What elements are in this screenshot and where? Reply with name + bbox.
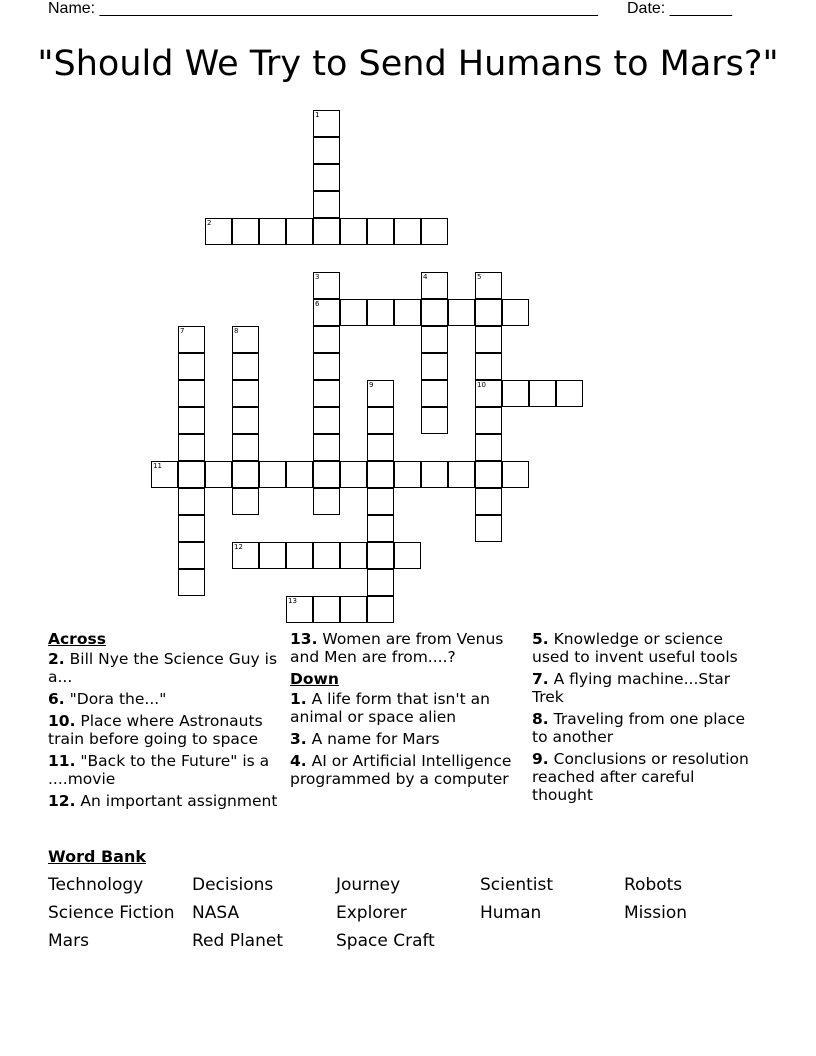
word-bank-word: Technology bbox=[48, 875, 144, 895]
clue-number-label: 12 bbox=[234, 543, 243, 551]
crossword-cell[interactable] bbox=[340, 299, 367, 326]
crossword-cell[interactable] bbox=[178, 353, 205, 380]
clue-number-label: 6 bbox=[315, 300, 320, 308]
word-bank-word: NASA bbox=[192, 903, 240, 923]
clue-down-9 bbox=[532, 750, 757, 804]
across-heading: Across bbox=[48, 630, 106, 648]
crossword-cell[interactable] bbox=[313, 596, 340, 623]
crossword-cell[interactable] bbox=[232, 434, 259, 461]
clue-number: 12. bbox=[48, 792, 76, 810]
crossword-cell[interactable] bbox=[340, 596, 367, 623]
word-bank-word: Mars bbox=[48, 931, 89, 951]
crossword-cell[interactable] bbox=[502, 461, 529, 488]
clues-column-1 bbox=[48, 630, 288, 814]
clue-number: 7. bbox=[532, 670, 549, 688]
crossword-cell[interactable] bbox=[421, 353, 448, 380]
crossword-cell[interactable] bbox=[367, 218, 394, 245]
clue-across-10 bbox=[48, 712, 288, 748]
clue-number: 5. bbox=[532, 630, 549, 648]
crossword-cell[interactable] bbox=[178, 380, 205, 407]
crossword-cell[interactable] bbox=[367, 596, 394, 623]
crossword-cell[interactable] bbox=[205, 218, 232, 245]
clue-across-6 bbox=[48, 690, 288, 708]
crossword-cell[interactable] bbox=[232, 461, 259, 488]
crossword-cell[interactable] bbox=[232, 380, 259, 407]
word-bank-word: Space Craft bbox=[336, 931, 435, 951]
clue-number: 6. bbox=[48, 690, 65, 708]
crossword-cell[interactable] bbox=[232, 218, 259, 245]
crossword-cell[interactable] bbox=[421, 272, 448, 299]
down-heading: Down bbox=[290, 670, 339, 688]
clue-number-label: 1 bbox=[315, 111, 320, 119]
crossword-cell[interactable] bbox=[178, 542, 205, 569]
crossword-cell[interactable] bbox=[421, 299, 448, 326]
crossword-cell[interactable] bbox=[286, 461, 313, 488]
clue-text: Place where Astronauts train before going to space bbox=[48, 712, 263, 748]
crossword-cell[interactable] bbox=[421, 407, 448, 434]
clue-across-11 bbox=[48, 752, 288, 788]
crossword-cell[interactable] bbox=[367, 299, 394, 326]
crossword-cell[interactable] bbox=[232, 542, 259, 569]
crossword-cell[interactable] bbox=[259, 461, 286, 488]
crossword-cell[interactable] bbox=[475, 461, 502, 488]
crossword-cell[interactable] bbox=[394, 542, 421, 569]
clue-across-12 bbox=[48, 792, 288, 810]
crossword-cell[interactable] bbox=[178, 569, 205, 596]
clue-number-label: 11 bbox=[153, 462, 162, 470]
crossword-cell[interactable] bbox=[367, 515, 394, 542]
crossword-cell[interactable] bbox=[259, 542, 286, 569]
word-bank-word: Explorer bbox=[336, 903, 407, 923]
crossword-cell[interactable] bbox=[340, 461, 367, 488]
clue-across-2 bbox=[48, 650, 288, 686]
crossword-cell[interactable] bbox=[475, 326, 502, 353]
clue-text: Conclusions or resolution reached after careful thought bbox=[532, 750, 749, 804]
clue-down-3 bbox=[290, 730, 530, 748]
crossword-cell[interactable] bbox=[367, 407, 394, 434]
clues-column-3 bbox=[532, 630, 757, 808]
clue-number: 1. bbox=[290, 690, 307, 708]
clue-down-7 bbox=[532, 670, 757, 706]
crossword-cell[interactable] bbox=[178, 326, 205, 353]
crossword-cell[interactable] bbox=[367, 569, 394, 596]
crossword-cell[interactable] bbox=[313, 353, 340, 380]
clue-number: 9. bbox=[532, 750, 549, 768]
crossword-cell[interactable] bbox=[151, 461, 178, 488]
date-field-label: Date: _______ bbox=[627, 0, 732, 17]
crossword-cell[interactable] bbox=[286, 542, 313, 569]
crossword-cell[interactable] bbox=[313, 434, 340, 461]
clue-down-1 bbox=[290, 690, 530, 726]
clue-text: Women are from Venus and Men are from....? bbox=[290, 630, 504, 666]
crossword-cell[interactable] bbox=[178, 434, 205, 461]
clue-number: 3. bbox=[290, 730, 307, 748]
name-field-label: Name: ________________________________________________________ bbox=[48, 0, 598, 17]
crossword-cell[interactable] bbox=[313, 407, 340, 434]
crossword-cell[interactable] bbox=[367, 542, 394, 569]
clue-number: 4. bbox=[290, 752, 307, 770]
clue-number: 2. bbox=[48, 650, 65, 668]
clue-down-5 bbox=[532, 630, 757, 666]
clue-text: A flying machine...Star Trek bbox=[532, 670, 731, 706]
clue-number: 13. bbox=[290, 630, 318, 648]
crossword-cell[interactable] bbox=[313, 191, 340, 218]
crossword-cell[interactable] bbox=[313, 488, 340, 515]
crossword-cell[interactable] bbox=[421, 218, 448, 245]
clue-text: "Back to the Future" is a ....movie bbox=[48, 752, 270, 788]
crossword-cell[interactable] bbox=[232, 326, 259, 353]
crossword-cell[interactable] bbox=[475, 488, 502, 515]
clue-number: 11. bbox=[48, 752, 76, 770]
word-bank-heading: Word Bank bbox=[48, 847, 147, 866]
crossword-cell[interactable] bbox=[340, 542, 367, 569]
clue-text: A life form that isn't an animal or space alien bbox=[290, 690, 490, 726]
clue-text: An important assignment bbox=[80, 792, 278, 810]
crossword-cell[interactable] bbox=[313, 218, 340, 245]
crossword-cell[interactable] bbox=[313, 299, 340, 326]
crossword-cell[interactable] bbox=[367, 461, 394, 488]
crossword-cell[interactable] bbox=[475, 272, 502, 299]
crossword-cell[interactable] bbox=[448, 299, 475, 326]
crossword-cell[interactable] bbox=[394, 218, 421, 245]
crossword-cell[interactable] bbox=[475, 353, 502, 380]
crossword-cell[interactable] bbox=[313, 542, 340, 569]
clue-down-8 bbox=[532, 710, 757, 746]
crossword-cell[interactable] bbox=[313, 461, 340, 488]
clue-number-label: 4 bbox=[423, 273, 428, 281]
word-bank-word: Mission bbox=[624, 903, 688, 923]
word-bank-word: Scientist bbox=[480, 875, 554, 895]
crossword-cell[interactable] bbox=[421, 380, 448, 407]
crossword-cell[interactable] bbox=[421, 326, 448, 353]
crossword-cell[interactable] bbox=[556, 380, 583, 407]
crossword-cell[interactable] bbox=[394, 299, 421, 326]
crossword-cell[interactable] bbox=[178, 407, 205, 434]
clue-number-label: 3 bbox=[315, 273, 320, 281]
crossword-cell[interactable] bbox=[232, 353, 259, 380]
crossword-cell[interactable] bbox=[475, 299, 502, 326]
crossword-cell[interactable] bbox=[367, 380, 394, 407]
clue-text: A name for Mars bbox=[311, 730, 440, 748]
clue-number-label: 7 bbox=[180, 327, 185, 335]
crossword-cell[interactable] bbox=[178, 461, 205, 488]
crossword-cell[interactable] bbox=[448, 461, 475, 488]
crossword-cell[interactable] bbox=[313, 137, 340, 164]
word-bank-word: Robots bbox=[624, 875, 683, 895]
clue-across-13 bbox=[290, 630, 530, 666]
word-bank-word: Journey bbox=[336, 875, 401, 895]
clue-number-label: 10 bbox=[477, 381, 486, 389]
crossword-cell[interactable] bbox=[421, 461, 448, 488]
clue-down-4 bbox=[290, 752, 530, 788]
crossword-cell[interactable] bbox=[313, 326, 340, 353]
crossword-cell[interactable] bbox=[475, 515, 502, 542]
clue-number-label: 9 bbox=[369, 381, 374, 389]
crossword-cell[interactable] bbox=[178, 488, 205, 515]
crossword-cell[interactable] bbox=[502, 380, 529, 407]
word-bank-word: Human bbox=[480, 903, 542, 923]
crossword-cell[interactable] bbox=[340, 218, 367, 245]
clue-number-label: 13 bbox=[288, 597, 297, 605]
crossword-cell[interactable] bbox=[286, 218, 313, 245]
clue-text: Knowledge or science used to invent useful tools bbox=[532, 630, 738, 666]
clue-text: Bill Nye the Science Guy is a... bbox=[48, 650, 278, 686]
word-bank-word: Decisions bbox=[192, 875, 274, 895]
crossword-cell[interactable] bbox=[232, 488, 259, 515]
crossword-cell[interactable] bbox=[178, 515, 205, 542]
crossword-cell[interactable] bbox=[529, 380, 556, 407]
crossword-cell[interactable] bbox=[502, 299, 529, 326]
crossword-cell[interactable] bbox=[475, 434, 502, 461]
crossword-cell[interactable] bbox=[475, 407, 502, 434]
clue-number-label: 8 bbox=[234, 327, 239, 335]
crossword-cell[interactable] bbox=[205, 461, 232, 488]
page-title: "Should We Try to Send Humans to Mars?" bbox=[37, 44, 779, 84]
clue-text: AI or Artificial Intelligence programmed by a computer bbox=[290, 752, 512, 788]
crossword-cell[interactable] bbox=[367, 488, 394, 515]
crossword-cell[interactable] bbox=[232, 407, 259, 434]
crossword-cell[interactable] bbox=[475, 380, 502, 407]
word-bank-word: Science Fiction bbox=[48, 903, 175, 923]
word-bank-word: Red Planet bbox=[192, 931, 283, 951]
crossword-cell[interactable] bbox=[286, 596, 313, 623]
clue-number: 8. bbox=[532, 710, 549, 728]
crossword-cell[interactable] bbox=[313, 164, 340, 191]
clue-text: Traveling from one place to another bbox=[532, 710, 746, 746]
crossword-cell[interactable] bbox=[313, 380, 340, 407]
crossword-cell[interactable] bbox=[394, 461, 421, 488]
crossword-cell[interactable] bbox=[313, 110, 340, 137]
clues-column-2 bbox=[290, 630, 530, 792]
clue-number: 10. bbox=[48, 712, 76, 730]
clue-text: "Dora the..." bbox=[69, 690, 167, 708]
crossword-cell[interactable] bbox=[367, 434, 394, 461]
clue-number-label: 5 bbox=[477, 273, 482, 281]
clue-number-label: 2 bbox=[207, 219, 212, 227]
crossword-cell[interactable] bbox=[259, 218, 286, 245]
crossword-cell[interactable] bbox=[313, 272, 340, 299]
